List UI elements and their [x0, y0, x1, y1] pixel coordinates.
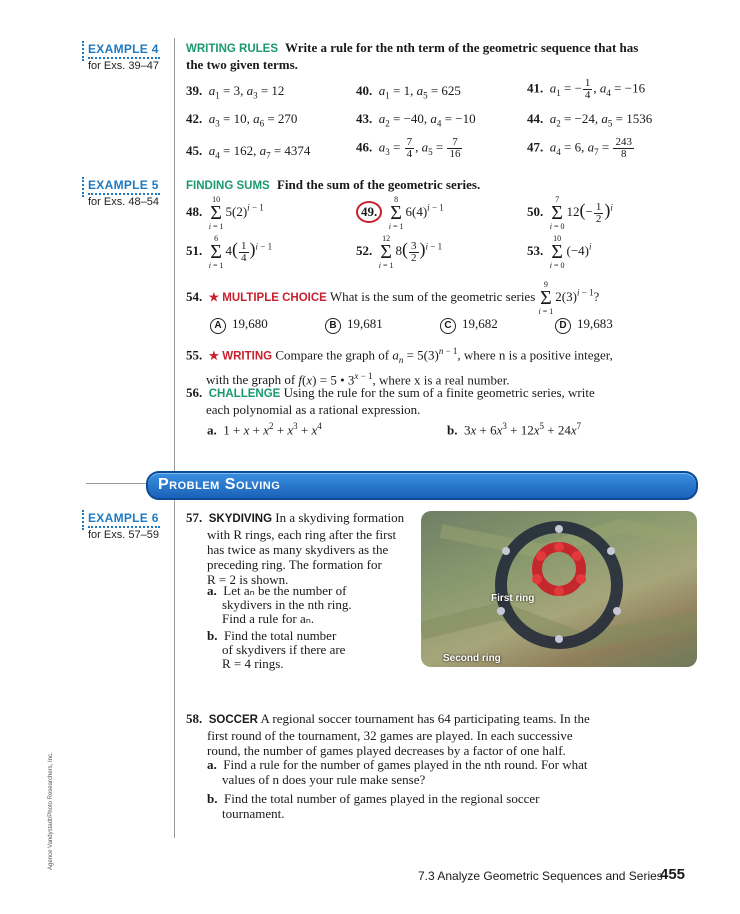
exercise-40: 40. $a_1 = 1$, $a_5 = 625$: [356, 83, 461, 101]
exercise-55-line1a: Compare the graph of: [275, 347, 390, 363]
exercise-56b: b. $3x + 6x^3 + 12x^5 + 24x^7$: [447, 421, 582, 438]
exercise-57a-line: skydivers in the nth ring.: [222, 597, 352, 612]
problem-solving-banner: [146, 471, 698, 500]
writing-rules-heading: [186, 40, 646, 73]
exercise-57-line: In a skydiving formation: [275, 510, 405, 525]
exercise-57-number: 57.: [186, 510, 203, 525]
soccer-keyword: SOCCER: [208, 714, 258, 726]
exercise-58: [186, 711, 590, 758]
skydiving-keyword: SKYDIVING: [208, 513, 273, 525]
exercise-57b-line: R = 4 rings.: [222, 656, 284, 671]
exercise-57-line: R = 2 is shown.: [207, 572, 289, 587]
exercise-54-number: 54.: [186, 288, 203, 304]
exercise-56: [186, 385, 595, 418]
finding-sums-heading: [186, 177, 480, 194]
exercise-45: 45. $a_4 = 162$, $a_7 = 4374$: [186, 143, 311, 161]
exercise-55-number: 55.: [186, 347, 203, 363]
exercise-47: 47. $a_4 = 6$, $a_7$ = $\frac{243}{8}$: [527, 136, 632, 160]
exercise-58a: [207, 757, 588, 787]
first-ring-label: First ring: [491, 593, 535, 604]
writing-rules-text: Write a rule for the nth term of the geometric sequence that has the two given terms.: [186, 40, 639, 72]
finding-sums-text: Find the sum of the geometric series.: [276, 177, 481, 192]
example-6-sub: for Exs. 57–59: [88, 529, 159, 541]
choice-a[interactable]: [210, 316, 268, 334]
skydiving-photo: [421, 511, 697, 667]
exercise-55: 55. ★ WRITING Compare the graph of $a_n = 5(3)^{n - 1}$, where n is a positive integer, with the graph of f(x) = 5 • $3^{x - 1}$, where x is a real number.: [186, 346, 613, 388]
exercise-39: 39. $a_1 = 3$, $a_3 = 12$: [186, 83, 285, 101]
exercise-58b: [207, 791, 540, 821]
exercise-50: 50. 7 Σ i = 0 12(− $\frac{1}{2}$ )$^i$: [527, 195, 613, 231]
margin-rule: [174, 38, 175, 838]
problem-solving-title: Problem Solving: [158, 476, 281, 493]
choice-d[interactable]: [555, 316, 613, 334]
choice-c-value: 19,682: [462, 316, 498, 331]
exercise-57a-line: Let aₙ be the number of: [223, 583, 347, 598]
choice-c-letter: C: [440, 318, 456, 334]
example-4-sub: for Exs. 39–47: [88, 60, 159, 72]
exercise-42: 42. $a_3 = 10$, $a_6 = 270$: [186, 111, 298, 129]
banner-rule: [86, 483, 146, 484]
exercise-58a-label: a.: [207, 757, 217, 772]
choice-d-value: 19,683: [577, 316, 613, 331]
section-footer: 7.3 Analyze Geometric Sequences and Series: [418, 869, 663, 883]
choice-d-letter: D: [555, 318, 571, 334]
exercise-58-line: A regional soccer tournament has 64 participating teams. In the: [260, 711, 590, 726]
example-5-title: EXAMPLE 5: [88, 178, 160, 195]
exercise-58b-line: Find the total number of games played in the regional soccer: [223, 791, 540, 806]
exercise-43: 43. $a_2 = -40$, $a_4 = -10$: [356, 111, 476, 129]
exercise-56-line2: each polynomial as a rational expression.: [206, 402, 421, 417]
exercise-55-line2b: , where x is a real number.: [372, 372, 510, 388]
choice-c[interactable]: [440, 316, 498, 334]
multiple-choice-keyword: ★ MULTIPLE CHOICE: [208, 291, 327, 304]
exercise-57b: [207, 629, 345, 671]
exercise-55-line1b: , where n is a positive integer,: [457, 347, 613, 363]
example-4-label[interactable]: [88, 40, 160, 72]
page-number: 455: [660, 866, 686, 883]
finding-sums-keyword: FINDING SUMS: [186, 180, 270, 192]
exercise-54: 54. ★ MULTIPLE CHOICE What is the sum of the geometric series 9 Σ i = 1 $2(3)^{i - 1}$?: [186, 280, 600, 316]
example-6-label[interactable]: [88, 509, 160, 541]
exercise-57b-label: b.: [207, 628, 218, 643]
writing-keyword: ★ WRITING: [208, 350, 273, 363]
exercise-49: 49. 8 Σ i = 1 $6(4)^{i - 1}$: [356, 195, 444, 231]
choice-b-letter: B: [325, 318, 341, 334]
choice-a-value: 19,680: [232, 316, 268, 331]
exercise-52: 52. 12 Σ i = 1 8( $\frac{3}{2}$ )$^{i - 1}$: [356, 234, 443, 270]
example-4-title: EXAMPLE 4: [88, 42, 160, 59]
exercise-41: 41. $a_1$ = − $\frac{1}{4}$ , $a_4 = -16$: [527, 77, 646, 101]
exercise-57: [186, 510, 404, 587]
exercise-56-line1: Using the rule for the sum of a finite geometric series, write: [283, 385, 595, 400]
exercise-46: 46. $a_3$ = $\frac{7}{4}$ , $a_5$ = $\frac{7}{16}$: [356, 136, 461, 160]
exercise-55-line2a: with the graph of: [206, 372, 296, 388]
exercise-49-circle: 49.: [356, 201, 382, 223]
exercise-57-line: preceding ring. The formation for: [207, 557, 382, 572]
choice-a-letter: A: [210, 318, 226, 334]
exercise-58-line: round, the number of games played decreases by a factor of one half.: [207, 743, 566, 758]
second-ring-label: Second ring: [443, 653, 501, 664]
exercise-44: 44. $a_2 = -24$, $a_5 = 1536$: [527, 111, 653, 129]
exercise-57-line: with R rings, each ring after the first: [207, 527, 397, 542]
exercise-56b-label: b.: [447, 422, 458, 438]
photo-credit: Agence Vandystadt/Photo Researchers, Inc.: [48, 752, 54, 870]
exercise-56a-label: a.: [207, 422, 217, 438]
exercise-58b-label: b.: [207, 791, 218, 806]
choice-b-value: 19,681: [347, 316, 383, 331]
exercise-57b-line: of skydivers if there are: [222, 642, 346, 657]
exercise-53: 53. 10 Σ i = 0 $(-4)^i$: [527, 234, 592, 270]
exercise-56a: a. $1 + x + x^2 + x^3 + x^4$: [207, 421, 322, 438]
example-5-sub: for Exs. 48–54: [88, 196, 159, 208]
exercise-57-line: has twice as many skydivers as the: [207, 542, 389, 557]
exercise-54-text: What is the sum of the geometric series: [329, 288, 536, 304]
exercise-57a: [207, 584, 352, 626]
exercise-51: 51. 6 Σ i = 1 4( $\frac{1}{4}$ )$^{i - 1}$: [186, 234, 273, 270]
challenge-keyword: CHALLENGE: [208, 388, 281, 400]
example-5-label[interactable]: [88, 176, 160, 208]
choice-b[interactable]: [325, 316, 383, 334]
writing-rules-keyword: WRITING RULES: [186, 43, 278, 55]
exercise-57a-line: Find a rule for aₙ.: [222, 611, 315, 626]
exercise-58b-line: tournament.: [222, 806, 285, 821]
exercise-58a-line: values of n does your rule make sense?: [222, 772, 426, 787]
example-6-title: EXAMPLE 6: [88, 511, 160, 528]
exercise-58-number: 58.: [186, 711, 203, 726]
exercise-48: 48. 10 Σ i = 1 $5(2)^{i - 1}$: [186, 195, 264, 231]
exercise-58-line: first round of the tournament, 32 games are played. In each successive: [207, 728, 573, 743]
exercise-57b-line: Find the total number: [223, 628, 337, 643]
exercise-57a-label: a.: [207, 583, 217, 598]
exercise-56-number: 56.: [186, 385, 203, 400]
exercise-58a-line: Find a rule for the number of games played in the nth round. For what: [223, 757, 588, 772]
skydiving-formation-illustration: [421, 511, 697, 667]
